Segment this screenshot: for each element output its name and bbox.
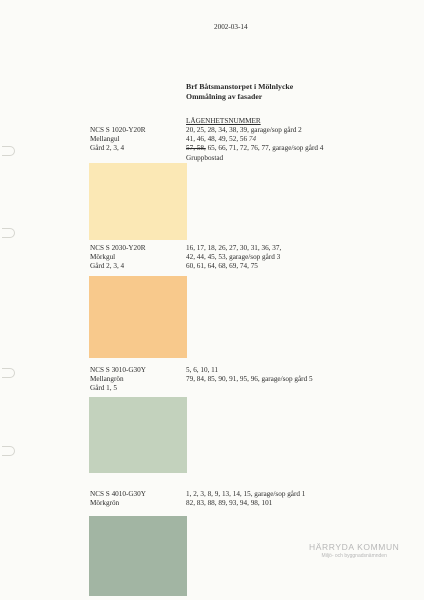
apartment-list [186, 366, 313, 384]
apartment-list-header: LÄGENHETSNUMMER [186, 117, 261, 125]
struck-numbers: 57, 58, [186, 144, 206, 153]
apartment-line: 42, 44, 45, 53, garage/sop gård 3 [186, 253, 281, 262]
color-yards: Gård 2, 3, 4 [90, 144, 125, 153]
title-line-1: Brf Båtsmanstorpet i Mölnlycke [186, 82, 294, 91]
color-label [90, 490, 146, 508]
apartment-list [186, 244, 281, 272]
punch-hole [2, 228, 15, 238]
color-label [90, 366, 146, 394]
color-name: Mörkgul [90, 253, 116, 262]
color-swatch [89, 516, 187, 596]
apartment-line: Gruppbostad [186, 153, 224, 162]
apartment-line-text: 41, 46, 48, 49, 52, 56 [186, 135, 248, 144]
color-yards: Gård 1, 5 [90, 384, 117, 393]
apartment-line [186, 144, 323, 153]
color-code: NCS S 2030-Y20R [90, 244, 146, 252]
apartment-line-text: 65, 66, 71, 72, 76, 77, garage/sop gård 4 [207, 144, 324, 153]
color-code: NCS S 4010-G30Y [90, 490, 146, 498]
color-name: Mellangul [90, 135, 120, 144]
municipality-stamp [309, 542, 399, 559]
color-swatch [89, 163, 187, 240]
color-label [90, 126, 146, 154]
apartment-line: 20, 25, 28, 34, 38, 39, garage/sop gård 2 [186, 126, 302, 134]
title-line-2: Ommålning av fasader [186, 92, 263, 102]
color-yards: Gård 2, 3, 4 [90, 262, 125, 271]
apartment-list [186, 126, 323, 163]
punch-hole [2, 446, 15, 456]
document-date: 2002-03-14 [214, 23, 248, 31]
handwritten-note: 74 [248, 135, 257, 144]
apartment-line: 16, 17, 18, 26, 27, 30, 31, 36, 37, [186, 244, 282, 252]
punch-hole [2, 146, 15, 156]
document-title [186, 82, 293, 103]
apartment-line: 60, 61, 64, 68, 69, 74, 75 [186, 262, 258, 271]
color-name: Mörkgrön [90, 499, 120, 508]
color-swatch [89, 276, 187, 358]
apartment-list [186, 490, 305, 508]
stamp-line-1: HÄRRYDA KOMMUN [309, 542, 400, 552]
color-name: Mellangrön [90, 375, 124, 384]
color-code: NCS S 3010-G30Y [90, 366, 146, 374]
apartment-line: 5, 6, 10, 11 [186, 366, 219, 374]
color-code: NCS S 1020-Y20R [90, 126, 146, 134]
apartment-line: 1, 2, 3, 8, 9, 13, 14, 15, garage/sop gård 1 [186, 490, 306, 498]
stamp-line-2: Miljö- och byggnadsnämnden [321, 553, 387, 559]
color-label [90, 244, 146, 272]
color-swatch [89, 397, 187, 473]
apartment-line: 82, 83, 88, 89, 93, 94, 98, 101 [186, 499, 273, 508]
apartment-line: 79, 84, 85, 90, 91, 95, 96, garage/sop gård 5 [186, 375, 313, 384]
punch-hole [2, 368, 15, 378]
